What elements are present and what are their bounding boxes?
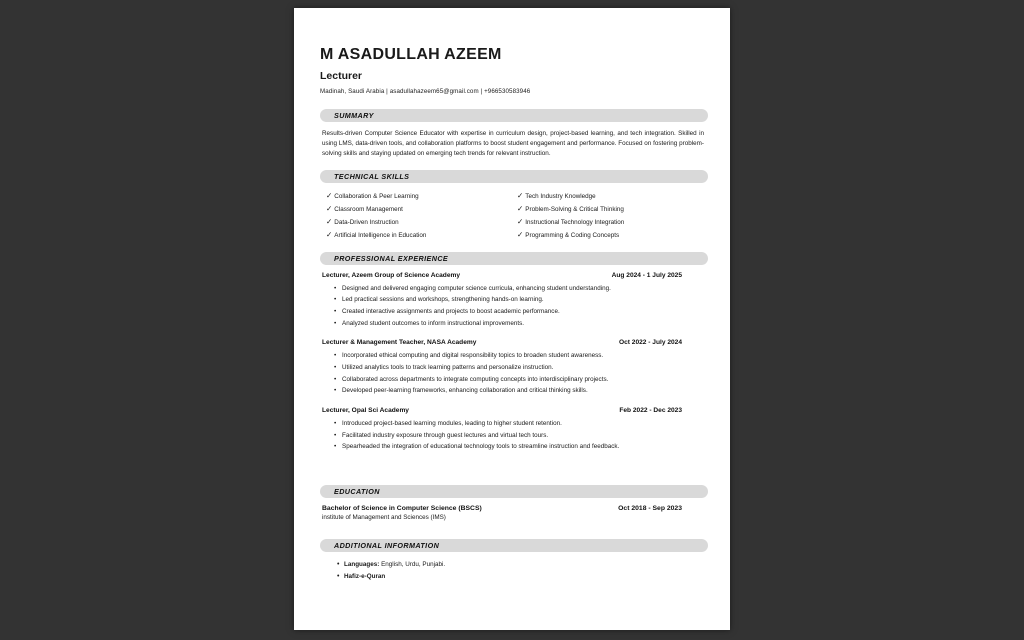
education-dates: Oct 2018 - Sep 2023 [618,504,682,512]
skill-label: Artificial Intelligence in Education [334,231,427,239]
section-title-additional-information: ADDITIONAL INFORMATION [334,540,440,550]
experience-entry-header [320,407,708,414]
check-mark-icon: ✓ [517,191,524,201]
additional-label: Languages: [344,560,380,568]
education-degree: Bachelor of Science in Computer Science (BSCS) [322,504,482,512]
list-item: • Introduced project-based learning modules, leading to higher student retention. [342,418,708,430]
list-item: • Analyzed student outcomes to inform instructional improvements. [342,318,708,330]
experience-bullets [320,418,708,453]
skills-grid [320,190,708,242]
list-item: • Utilized analytics tools to track learning patterns and personalize instruction. [342,362,708,374]
section-title-technical-skills: TECHNICAL SKILLS [334,172,410,182]
skill-item [517,229,708,242]
skill-label: Programming & Coding Concepts [525,231,620,239]
experience-bullets [320,283,708,330]
check-mark-icon: ✓ [517,204,524,214]
section-header-experience [320,252,708,265]
experience-bullets [320,350,708,397]
list-item [344,571,708,583]
section-header-education [320,485,708,498]
list-item: • Collaborated across departments to integrate computing concepts into interdisciplinary projects. [342,374,708,386]
section-spacer [320,463,708,485]
list-item [344,559,708,571]
page-title: M ASADULLAH AZEEM [320,46,502,63]
experience-entry [320,272,708,330]
experience-title: Lecturer & Management Teacher, NASA Academy [322,339,477,347]
skill-label: Collaboration & Peer Learning [334,193,419,201]
experience-entry-header [320,272,708,279]
skill-label: Tech Industry Knowledge [525,193,596,201]
section-header-additional-information [320,539,708,552]
list-item: • Created interactive assignments and projects to boost academic performance. [342,306,708,318]
list-item: • Developed peer-learning frameworks, enhancing collaboration and critical thinking skills. [342,385,708,397]
skill-label: Problem-Solving & Critical Thinking [525,206,624,214]
experience-title: Lecturer, Opal Sci Academy [322,406,409,414]
contact-line: Madinah, Saudi Arabia | asadullahazeem65@gmail.com | +966530583946 [320,88,531,95]
section-title-experience: PROFESSIONAL EXPERIENCE [334,253,449,263]
experience-dates: Feb 2022 - Dec 2023 [619,406,682,414]
skill-label: Classroom Management [334,206,403,214]
check-mark-icon: ✓ [326,229,333,239]
section-header-summary [320,109,708,122]
additional-label: Hafiz-e-Quran [344,572,386,580]
additional-information-list [320,559,708,583]
job-title-heading: Lecturer [320,70,363,82]
list-item: • Incorporated ethical computing and digital responsibility topics to broaden student awareness. [342,350,708,362]
skill-item [326,229,517,242]
skill-item [517,216,708,229]
summary-text: Results-driven Computer Science Educator with expertise in curriculum design, project-based learning, and tech integration. Skilled in using LMS, data-driven tools, and collaboration platforms to boost student engagement and performance. Focused on fostering problem-solving skills and staying updated on emerging tech trends for relevant instruction. [322,130,704,157]
check-mark-icon: ✓ [326,217,333,227]
skill-item [517,203,708,216]
check-mark-icon: ✓ [517,217,524,227]
list-item: • Facilitated industry exposure through guest lectures and virtual tech tours. [342,430,708,442]
experience-dates: Aug 2024 - 1 July 2025 [611,271,682,279]
resume-page [294,8,730,630]
section-title-summary: SUMMARY [334,111,374,120]
section-header-technical-skills [320,170,708,183]
experience-title: Lecturer, Azeem Group of Science Academy [322,271,461,279]
list-item: • Spearheaded the integration of educational technology tools to streamline instruction and feedback. [342,441,708,453]
skill-label: Data-Driven Instruction [334,219,399,227]
skills-column-left [326,190,517,242]
skill-item [326,190,517,203]
check-mark-icon: ✓ [326,204,333,214]
skill-item [326,216,517,229]
check-mark-icon: ✓ [326,191,333,201]
additional-value: English, Urdu, Punjabi. [379,560,446,568]
education-school: institute of Management and Sciences (IMS) [322,513,446,521]
skill-item [517,190,708,203]
list-item: • Led practical sessions and workshops, strengthening hands-on learning. [342,294,708,306]
resume-content [320,46,708,583]
skill-label: Instructional Technology Integration [525,219,625,227]
check-mark-icon: ✓ [517,229,524,239]
list-item: • Designed and delivered engaging computer science curricula, enhancing student understanding. [342,283,708,295]
experience-entry [320,407,708,453]
experience-dates: Oct 2022 - July 2024 [618,339,682,347]
education-entry-header [320,505,708,512]
skill-item [326,203,517,216]
section-title-education: EDUCATION [334,486,380,496]
skills-column-right [517,190,708,242]
experience-entry-header [320,339,708,346]
experience-entry [320,339,708,397]
